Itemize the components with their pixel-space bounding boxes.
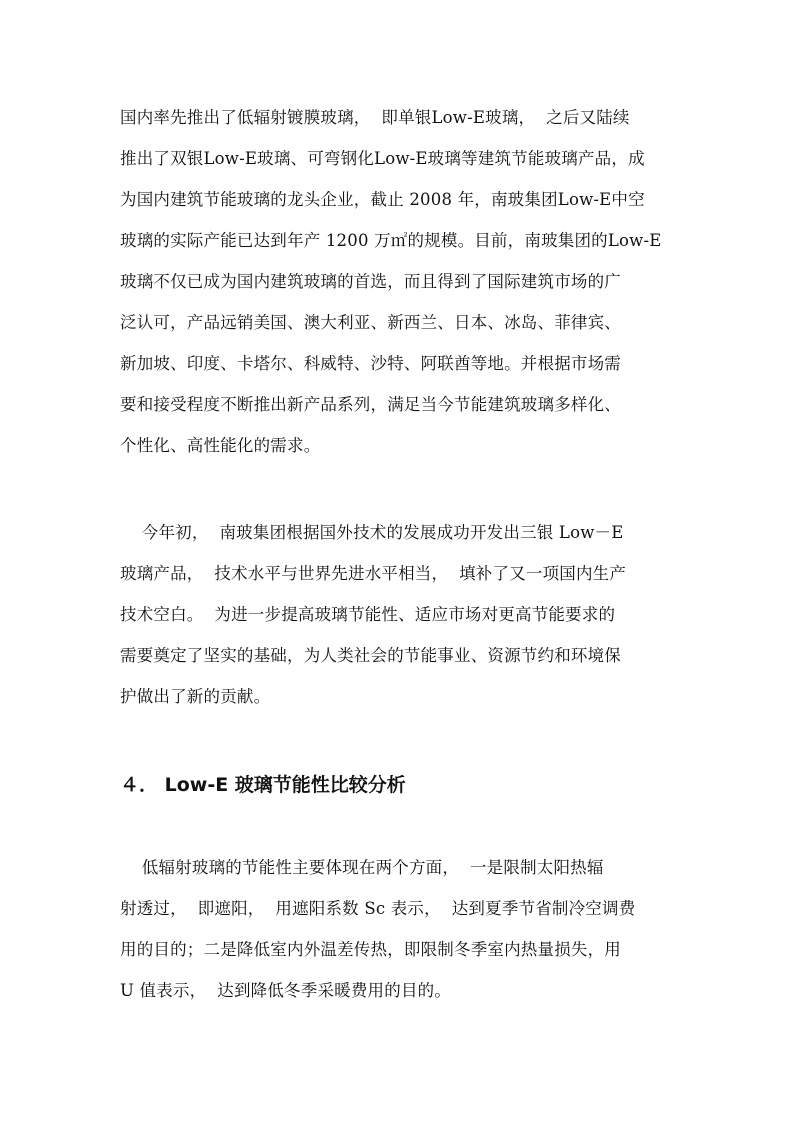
paragraph-1-line-3: 为国内建筑节能玻璃的龙头企业，截止 2008 年，南玻集团Low-E中空 [120, 190, 645, 209]
paragraph-2-line-3: 技术空白。 为进一步提高玻璃节能性、适应市场对更高节能要求的 [120, 605, 616, 624]
paragraph-1-line-2: 推出了双银Low-E玻璃、可弯钢化Low-E玻璃等建筑节能玻璃产品，成 [120, 149, 645, 168]
paragraph-3-line-2: 射透过， 即遮阳， 用遮阳系数 Sc 表示， 达到夏季节省制冷空调费 [120, 899, 636, 918]
paragraph-3-line-4: U 值表示， 达到降低冬季采暖费用的目的。 [120, 981, 452, 1000]
paragraph-1-line-6: 泛认可，产品远销美国、澳大利亚、新西兰、日本、冰岛、菲律宾、 [120, 313, 621, 332]
paragraph-3-line-3: 用的目的；二是降低室内外温差传热，即限制冬季室内热量损失，用 [120, 940, 621, 959]
paragraph-1-line-4: 玻璃的实际产能已达到年产 1200 万㎡的规模。目前，南玻集团的Low-E [120, 231, 662, 250]
paragraph-1-line-8: 要和接受程度不断推出新产品系列，满足当今节能建筑玻璃多样化、 [120, 395, 621, 414]
paragraph-2-line-5: 护做出了新的贡献。 [120, 687, 271, 706]
paragraph-1-line-5: 玻璃不仅已成为国内建筑玻璃的首选，而且得到了国际建筑市场的广 [120, 272, 621, 291]
paragraph-2-line-1: 今年初， 南玻集团根据国外技术的发展成功开发出三银 Low－E [120, 523, 624, 542]
paragraph-1-line-7: 新加坡、印度、卡塔尔、科威特、沙特、阿联酋等地。并根据市场需 [120, 354, 621, 373]
paragraph-1-line-9: 个性化、高性能化的需求。 [120, 436, 321, 455]
section-heading: ４． Low-E 玻璃节能性比较分析 [120, 774, 406, 796]
paragraph-2-line-4: 需要奠定了坚实的基础，为人类社会的节能事业、资源节约和环境保 [120, 646, 621, 665]
paragraph-3-line-1: 低辐射玻璃的节能性主要体现在两个方面， 一是限制太阳热辐 [120, 858, 604, 877]
paragraph-1-line-1: 国内率先推出了低辐射镀膜玻璃， 即单银Low-E玻璃， 之后又陆续 [120, 108, 630, 127]
paragraph-2-line-2: 玻璃产品， 技术水平与世界先进水平相当， 填补了又一项国内生产 [120, 564, 627, 583]
